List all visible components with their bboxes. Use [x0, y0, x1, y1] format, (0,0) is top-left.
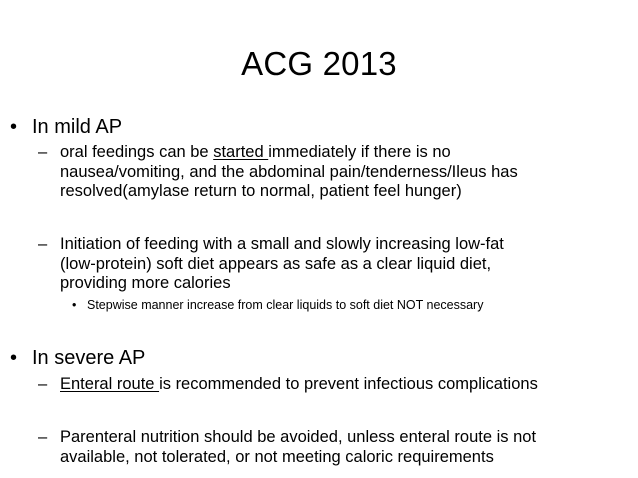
heading-mild-ap: In mild AP: [32, 116, 123, 138]
enteral-route-text: [60, 375, 538, 395]
started-underlined: started: [213, 143, 269, 161]
dash-marker: –: [38, 235, 48, 253]
enteral-after: is recommended to prevent infectious complications: [159, 375, 538, 393]
bullet-marker: •: [10, 116, 18, 138]
heading-severe-ap: In severe AP: [32, 347, 146, 369]
parenteral-text: Parenteral nutrition should be avoided, unless enteral route is not available, not tolerated, or not meeting caloric requirements: [60, 428, 537, 466]
enteral-route-underlined: Enteral route: [60, 375, 160, 393]
stepwise-text: Stepwise manner increase from clear liquids to soft diet NOT necessary: [87, 298, 484, 312]
slide-title: ACG 2013: [241, 45, 397, 82]
bullet-marker-small: •: [72, 298, 77, 312]
subsubbullet-stepwise: [72, 297, 483, 313]
oral-feedings-text: [60, 143, 518, 202]
bullet-marker: •: [10, 347, 18, 369]
dash-marker: –: [38, 375, 48, 393]
dash-marker: –: [38, 428, 48, 446]
initiation-feeding-text: Initiation of feeding with a small and slowly increasing low-fat (low-protein) soft diet appears as safe as a clear liquid diet, providing more calories: [60, 235, 504, 292]
dash-marker: –: [38, 143, 48, 161]
oral-feedings-after: immediately if there is no nausea/vomiting, and the abdominal pain/tenderness/Ileus has resolved(amylase return to normal, patient feel hunger): [60, 143, 518, 200]
bullet-mild-ap: [10, 115, 122, 139]
bullet-severe-ap: [10, 346, 145, 370]
oral-feedings-before: oral feedings can be: [60, 143, 214, 161]
